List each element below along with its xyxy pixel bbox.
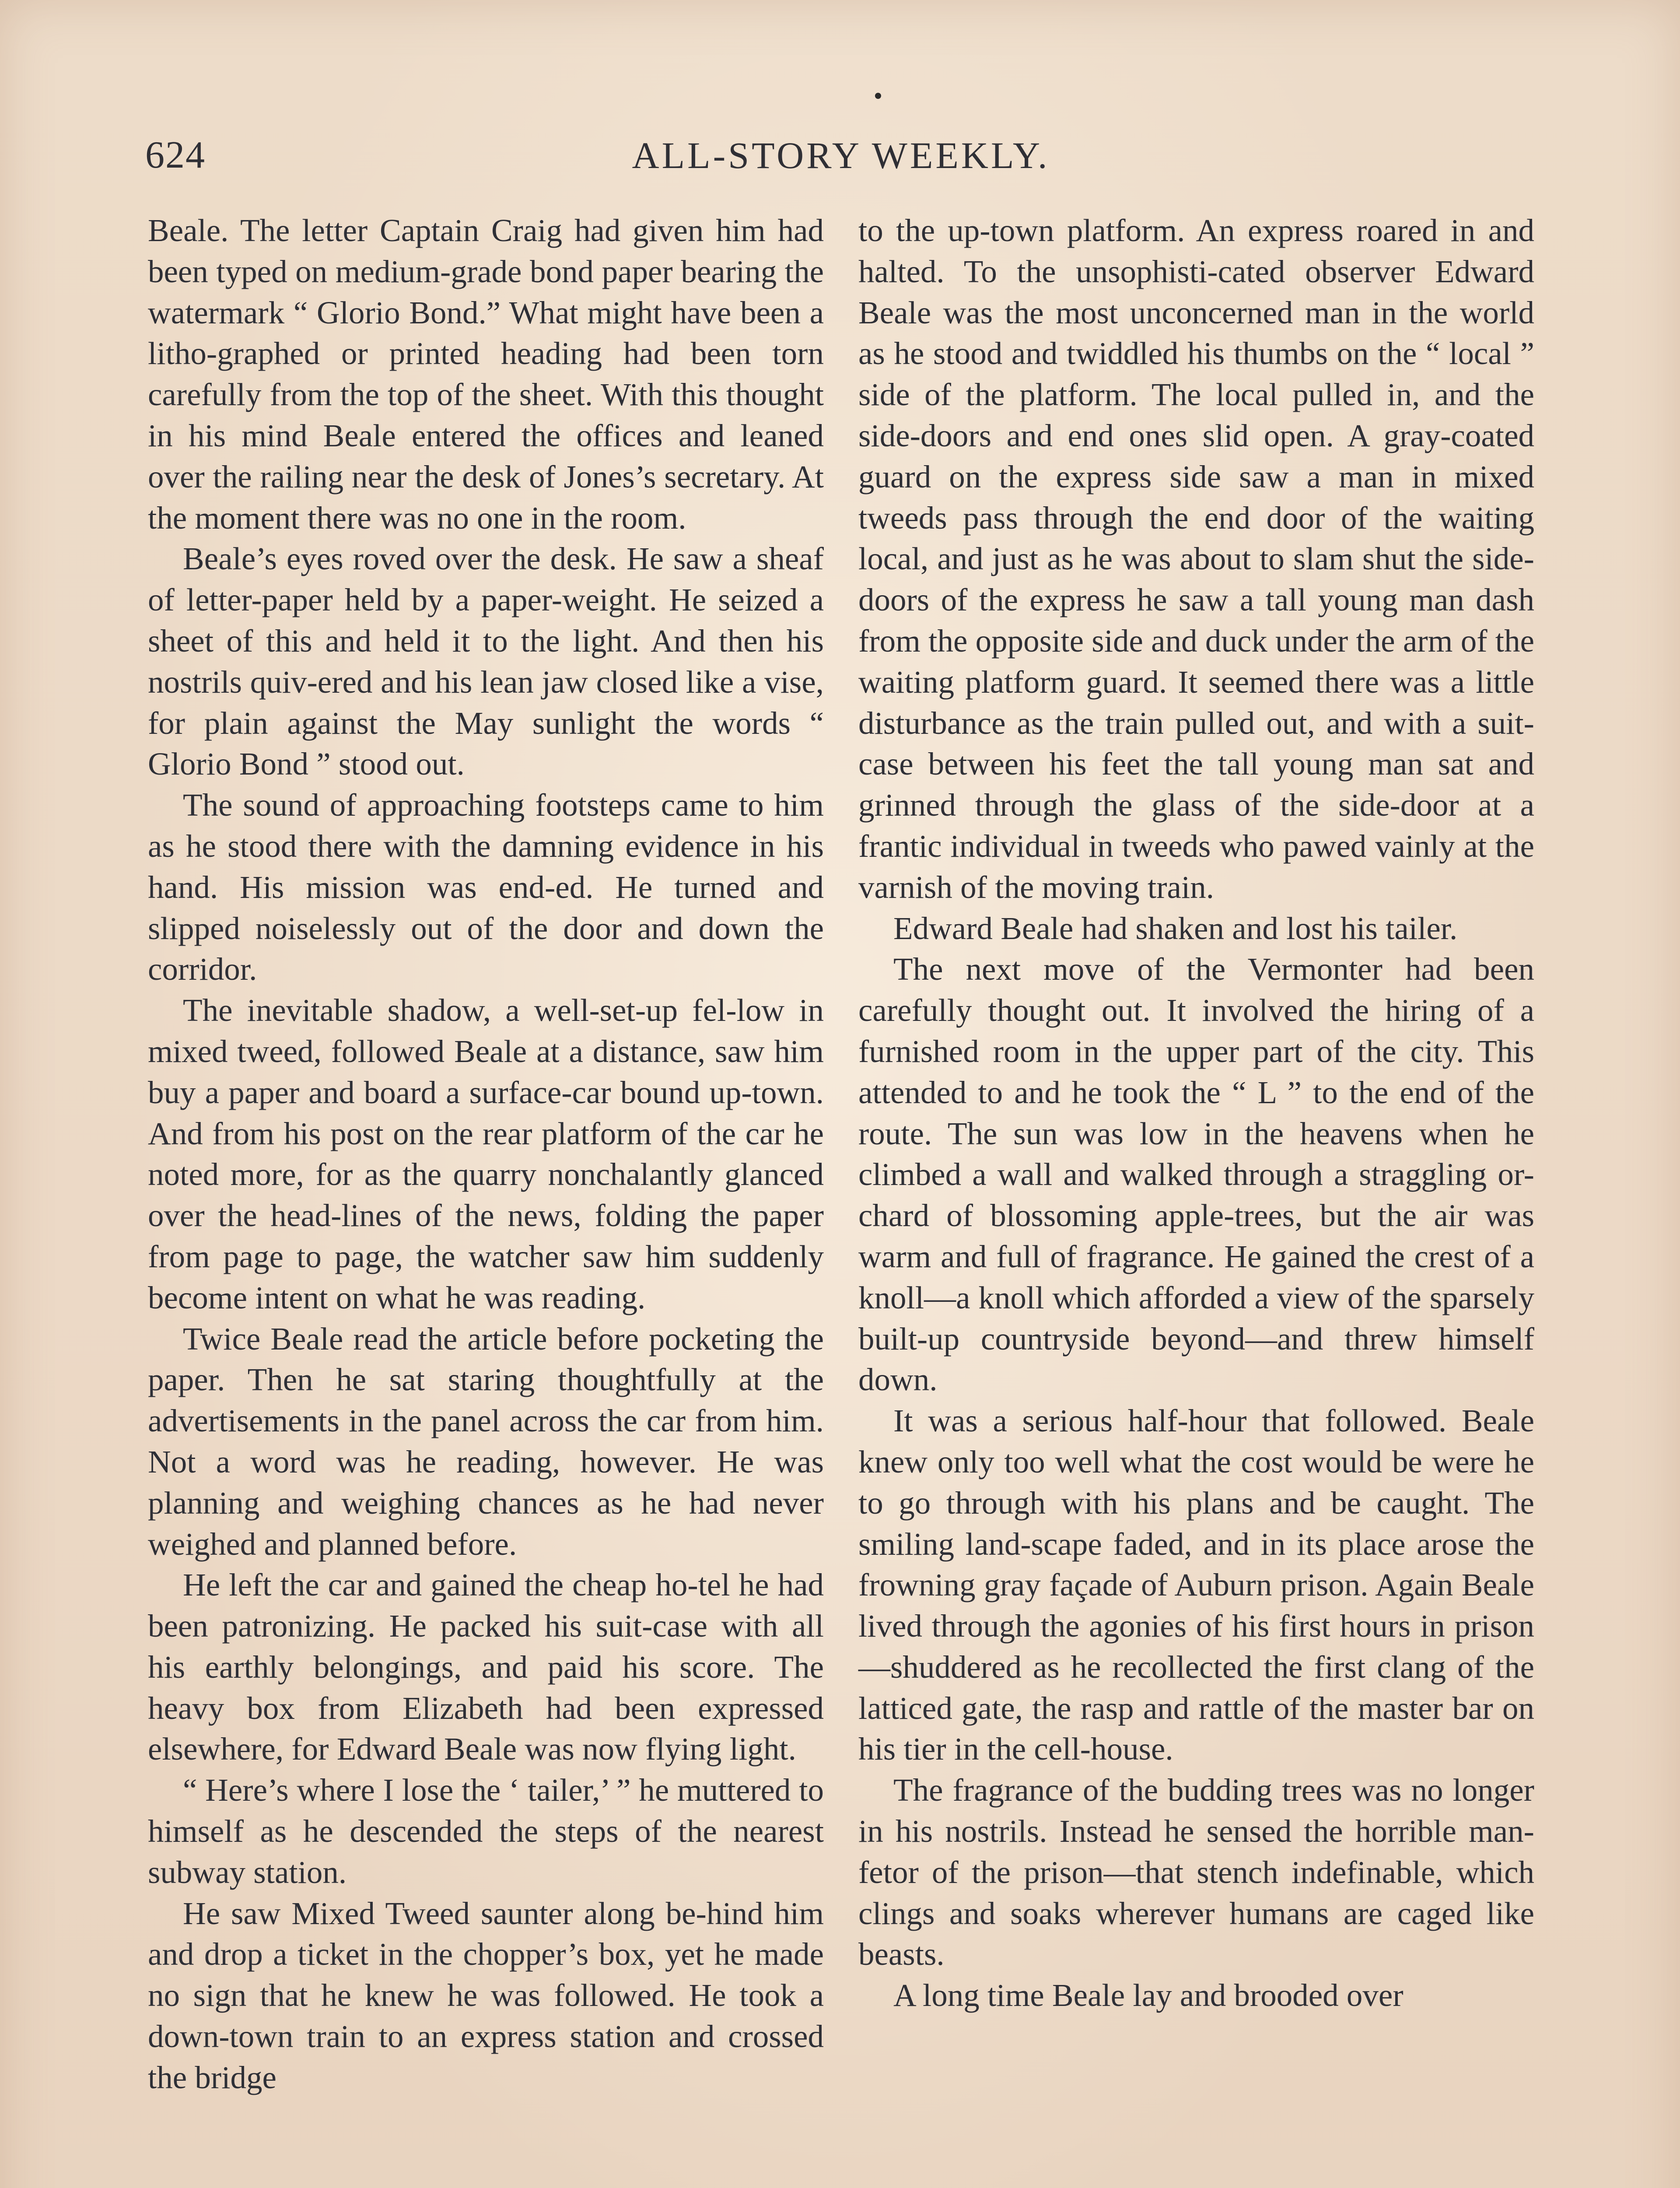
paragraph: Beale’s eyes roved over the desk. He saw a sheaf of letter-paper held by a paper-weight. He seized a sheet of this and held it to the light. And then his nostrils quiv-ered and his lean jaw closed like a vise, for plain against the May sunlight the words “ Glorio Bond ” stood out. [148, 541, 824, 782]
running-head: ALL-STORY WEEKLY. [632, 134, 1050, 176]
right-text-column [858, 210, 1534, 2016]
paragraph: Twice Beale read the article before pocketing the paper. Then he sat staring thoughtfully at the advertisements in the panel across the car from him. Not a word was he reading, however. He was planning and weighing chances as he had never weighed and planned before. [148, 1321, 824, 1562]
page-header [145, 131, 1536, 179]
paragraph: The next move of the Vermonter had been carefully thought out. It involved the hiring of a furnished room in the upper part of the city. This attended to and he took the “ L ” to the end of the route. The sun was low in the heavens when he climbed a wall and walked through a straggling or-chard of blossoming apple-trees, but the air was warm and full of fragrance. He gained the crest of a knoll—a knoll which afforded a view of the sparsely built-up countryside beyond—and threw himself down. [858, 951, 1534, 1398]
page-number: 624 [145, 134, 206, 176]
paragraph: It was a serious half-hour that followed. Beale knew only too well what the cost would be were he to go through with his plans and be caught. The smiling land-scape faded, and in its place arose the frowning gray façade of Auburn prison. Again Beale lived through the agonies of his first hours in prison—shuddered as he recollected the first clang of the latticed gate, the rasp and rattle of the master bar on his tier in the cell-house. [858, 1403, 1534, 1767]
paragraph: A long time Beale lay and brooded over [893, 1978, 1404, 2013]
paragraph: The sound of approaching footsteps came to him as he stood there with the damning evidence in his hand. His mission was end-ed. He turned and slipped noiselessly out of the door and down the corridor. [148, 787, 824, 987]
paragraph: Edward Beale had shaken and lost his tailer. [893, 910, 1458, 946]
paragraph: “ Here’s where I lose the ‘ tailer,’ ” he muttered to himself as he descended the steps of the nearest subway station. [148, 1772, 824, 1890]
paragraph: He saw Mixed Tweed saunter along be-hind him and drop a ticket in the chopper’s box, yet he made no sign that he knew he was followed. He took a down-town train to an express station and crossed the bridge [148, 1895, 824, 2095]
paragraph: He left the car and gained the cheap ho-tel he had been patronizing. He packed his suit-case with all his earthly belongings, and paid his score. The heavy box from Elizabeth had been expressed elsewhere, for Edward Beale was now flying light. [148, 1567, 824, 1767]
continued-paragraph: to the up-town platform. An express roared in and halted. To the unsophisti-cated observer Edward Beale was the most unconcerned man in the world as he stood and twiddled his thumbs on the “ local ” side of the platform. The local pulled in, and the side-doors and end ones slid open. A gray-coated guard on the express side saw a man in mixed tweeds pass through the end door of the waiting local, and just as he was about to slam shut the side-doors of the express he saw a tall young man dash from the opposite side and duck under the arm of the waiting platform guard. It seemed there was a little disturbance as the train pulled out, and with a suit-case between his feet the tall young man sat and grinned through the glass of the side-door at a frantic individual in tweeds who pawed vainly at the varnish of the moving train. [858, 213, 1534, 905]
left-text-column [148, 210, 824, 2098]
continued-paragraph: Beale. The letter Captain Craig had given him had been typed on medium-grade bond paper bearing the watermark “ Glorio Bond.” What might have been a litho-graphed or printed heading had been torn carefully from the top of the sheet. With this thought in his mind Beale entered the offices and leaned over the railing near the desk of Jones’s secretary. At the moment there was no one in the room. [148, 213, 824, 536]
paragraph: The inevitable shadow, a well-set-up fel-low in mixed tweed, followed Beale at a distance, saw him buy a paper and board a surface-car bound up-town. And from his post on the rear platform of the car he noted more, for as the quarry nonchalantly glanced over the head-lines of the news, folding the paper from page to page, the watcher saw him suddenly become intent on what he was reading. [148, 992, 824, 1315]
ink-speck [875, 93, 881, 99]
paragraph: The fragrance of the budding trees was no longer in his nostrils. Instead he sensed the horrible man-fetor of the prison—that stench indefinable, which clings and soaks wherever humans are caged like beasts. [858, 1772, 1534, 1972]
